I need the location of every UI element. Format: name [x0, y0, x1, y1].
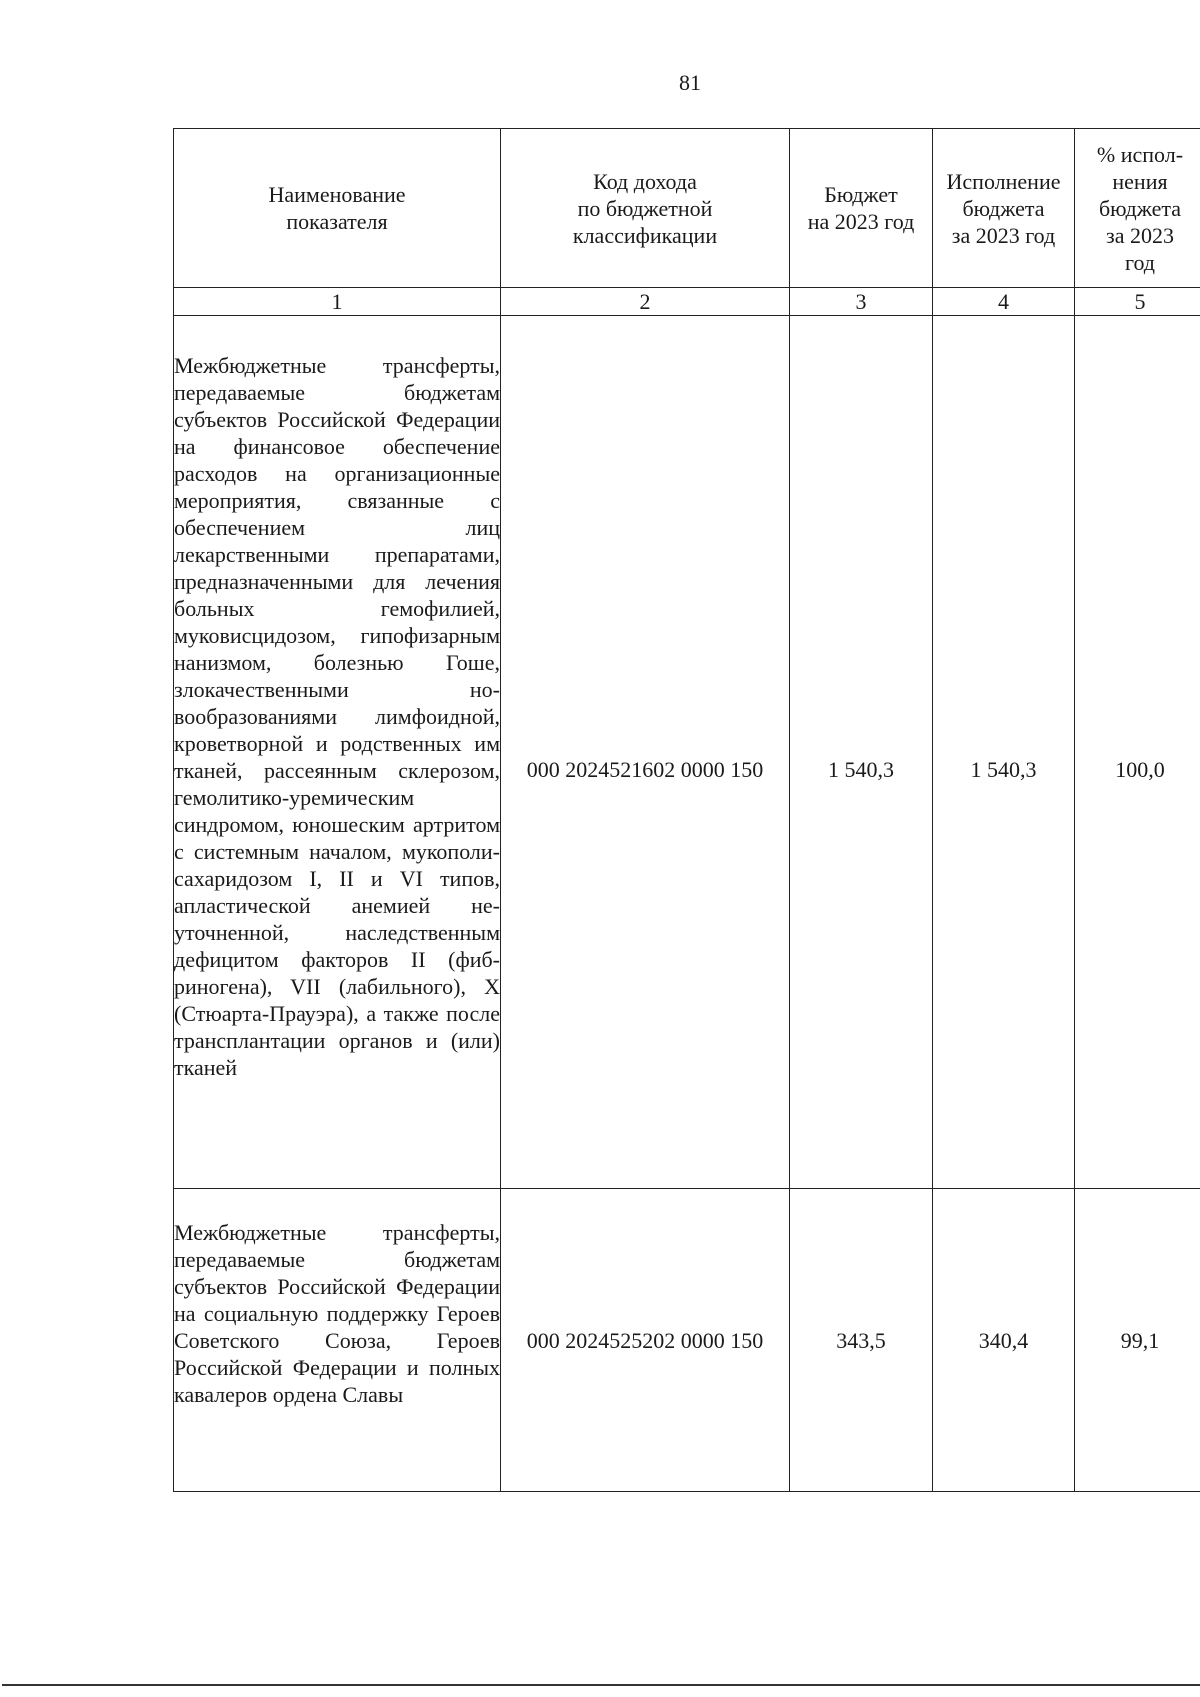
- revenue-code-cell: 000 2024525202 0000 150: [501, 1189, 790, 1492]
- header-percent-label: % испол- нения бюджета за 2023 год: [1096, 141, 1184, 275]
- execution-cell: 340,4: [933, 1189, 1075, 1492]
- header-cell-code: [501, 129, 790, 288]
- percent-cell: 100,0: [1075, 316, 1200, 1189]
- header-cell-execution: [933, 129, 1075, 288]
- header-execution-label: Исполнение бюджета за 2023 год: [946, 168, 1061, 248]
- column-number-row: [174, 288, 1200, 316]
- column-number: 4: [933, 288, 1075, 316]
- column-number: 1: [174, 288, 501, 316]
- header-cell-percent: [1075, 129, 1200, 288]
- table-row: [174, 316, 1200, 1189]
- table-row: [174, 1189, 1200, 1492]
- column-number: 3: [790, 288, 933, 316]
- column-number: 5: [1075, 288, 1200, 316]
- header-code-label: Код дохода по бюджетной классификации: [572, 168, 718, 248]
- budget-table: [173, 128, 1200, 1492]
- revenue-code-cell: 000 2024521602 0000 150: [501, 316, 790, 1189]
- header-row: [174, 129, 1200, 288]
- percent-cell: 99,1: [1075, 1189, 1200, 1492]
- header-cell-budget: [790, 129, 933, 288]
- header-budget-label: Бюджет на 2023 год: [807, 182, 915, 234]
- header-cell-name: [174, 129, 501, 288]
- indicator-name-cell: Межбюджетные трансферты, передаваемые бюджетам субъектов Российской Федерации на финансовое обеспечение расходов на организационные мероприятия, связанные с обеспечением лиц лекарственными препаратами, предназначенными для лечения больных гемофилией, муковисцидозом, гипофизарным нанизмом, болезнью Гоше, злокачественными новообразованиями лимфоидной, кроветворной и родственных им тканей, рассеянным склерозом, гемолитико-уремическим синдромом, юношеским артритом с системным началом, мукополисахаридозом I, II и VI типов, апластической анемией неуточненной, наследственным дефицитом факторов II (фибриногена), VII (лабильного), X (Стюарта-Прауэра), а также после трансплантации органов и (или) тканей: [174, 316, 501, 1189]
- page-number: 81: [679, 70, 701, 95]
- bottom-scan-rule: [2, 1684, 1200, 1686]
- budget-cell: 1 540,3: [790, 316, 933, 1189]
- header-name-label: Наименование показателя: [268, 182, 406, 234]
- column-number: 2: [501, 288, 790, 316]
- budget-cell: 343,5: [790, 1189, 933, 1492]
- execution-cell: 1 540,3: [933, 316, 1075, 1189]
- indicator-name-cell: Межбюджетные трансферты, передаваемые бюджетам субъектов Российской Федерации на социальную поддержку Героев Советского Союза, Героев Российской Федерации и полных кавалеров ордена Славы: [174, 1189, 501, 1492]
